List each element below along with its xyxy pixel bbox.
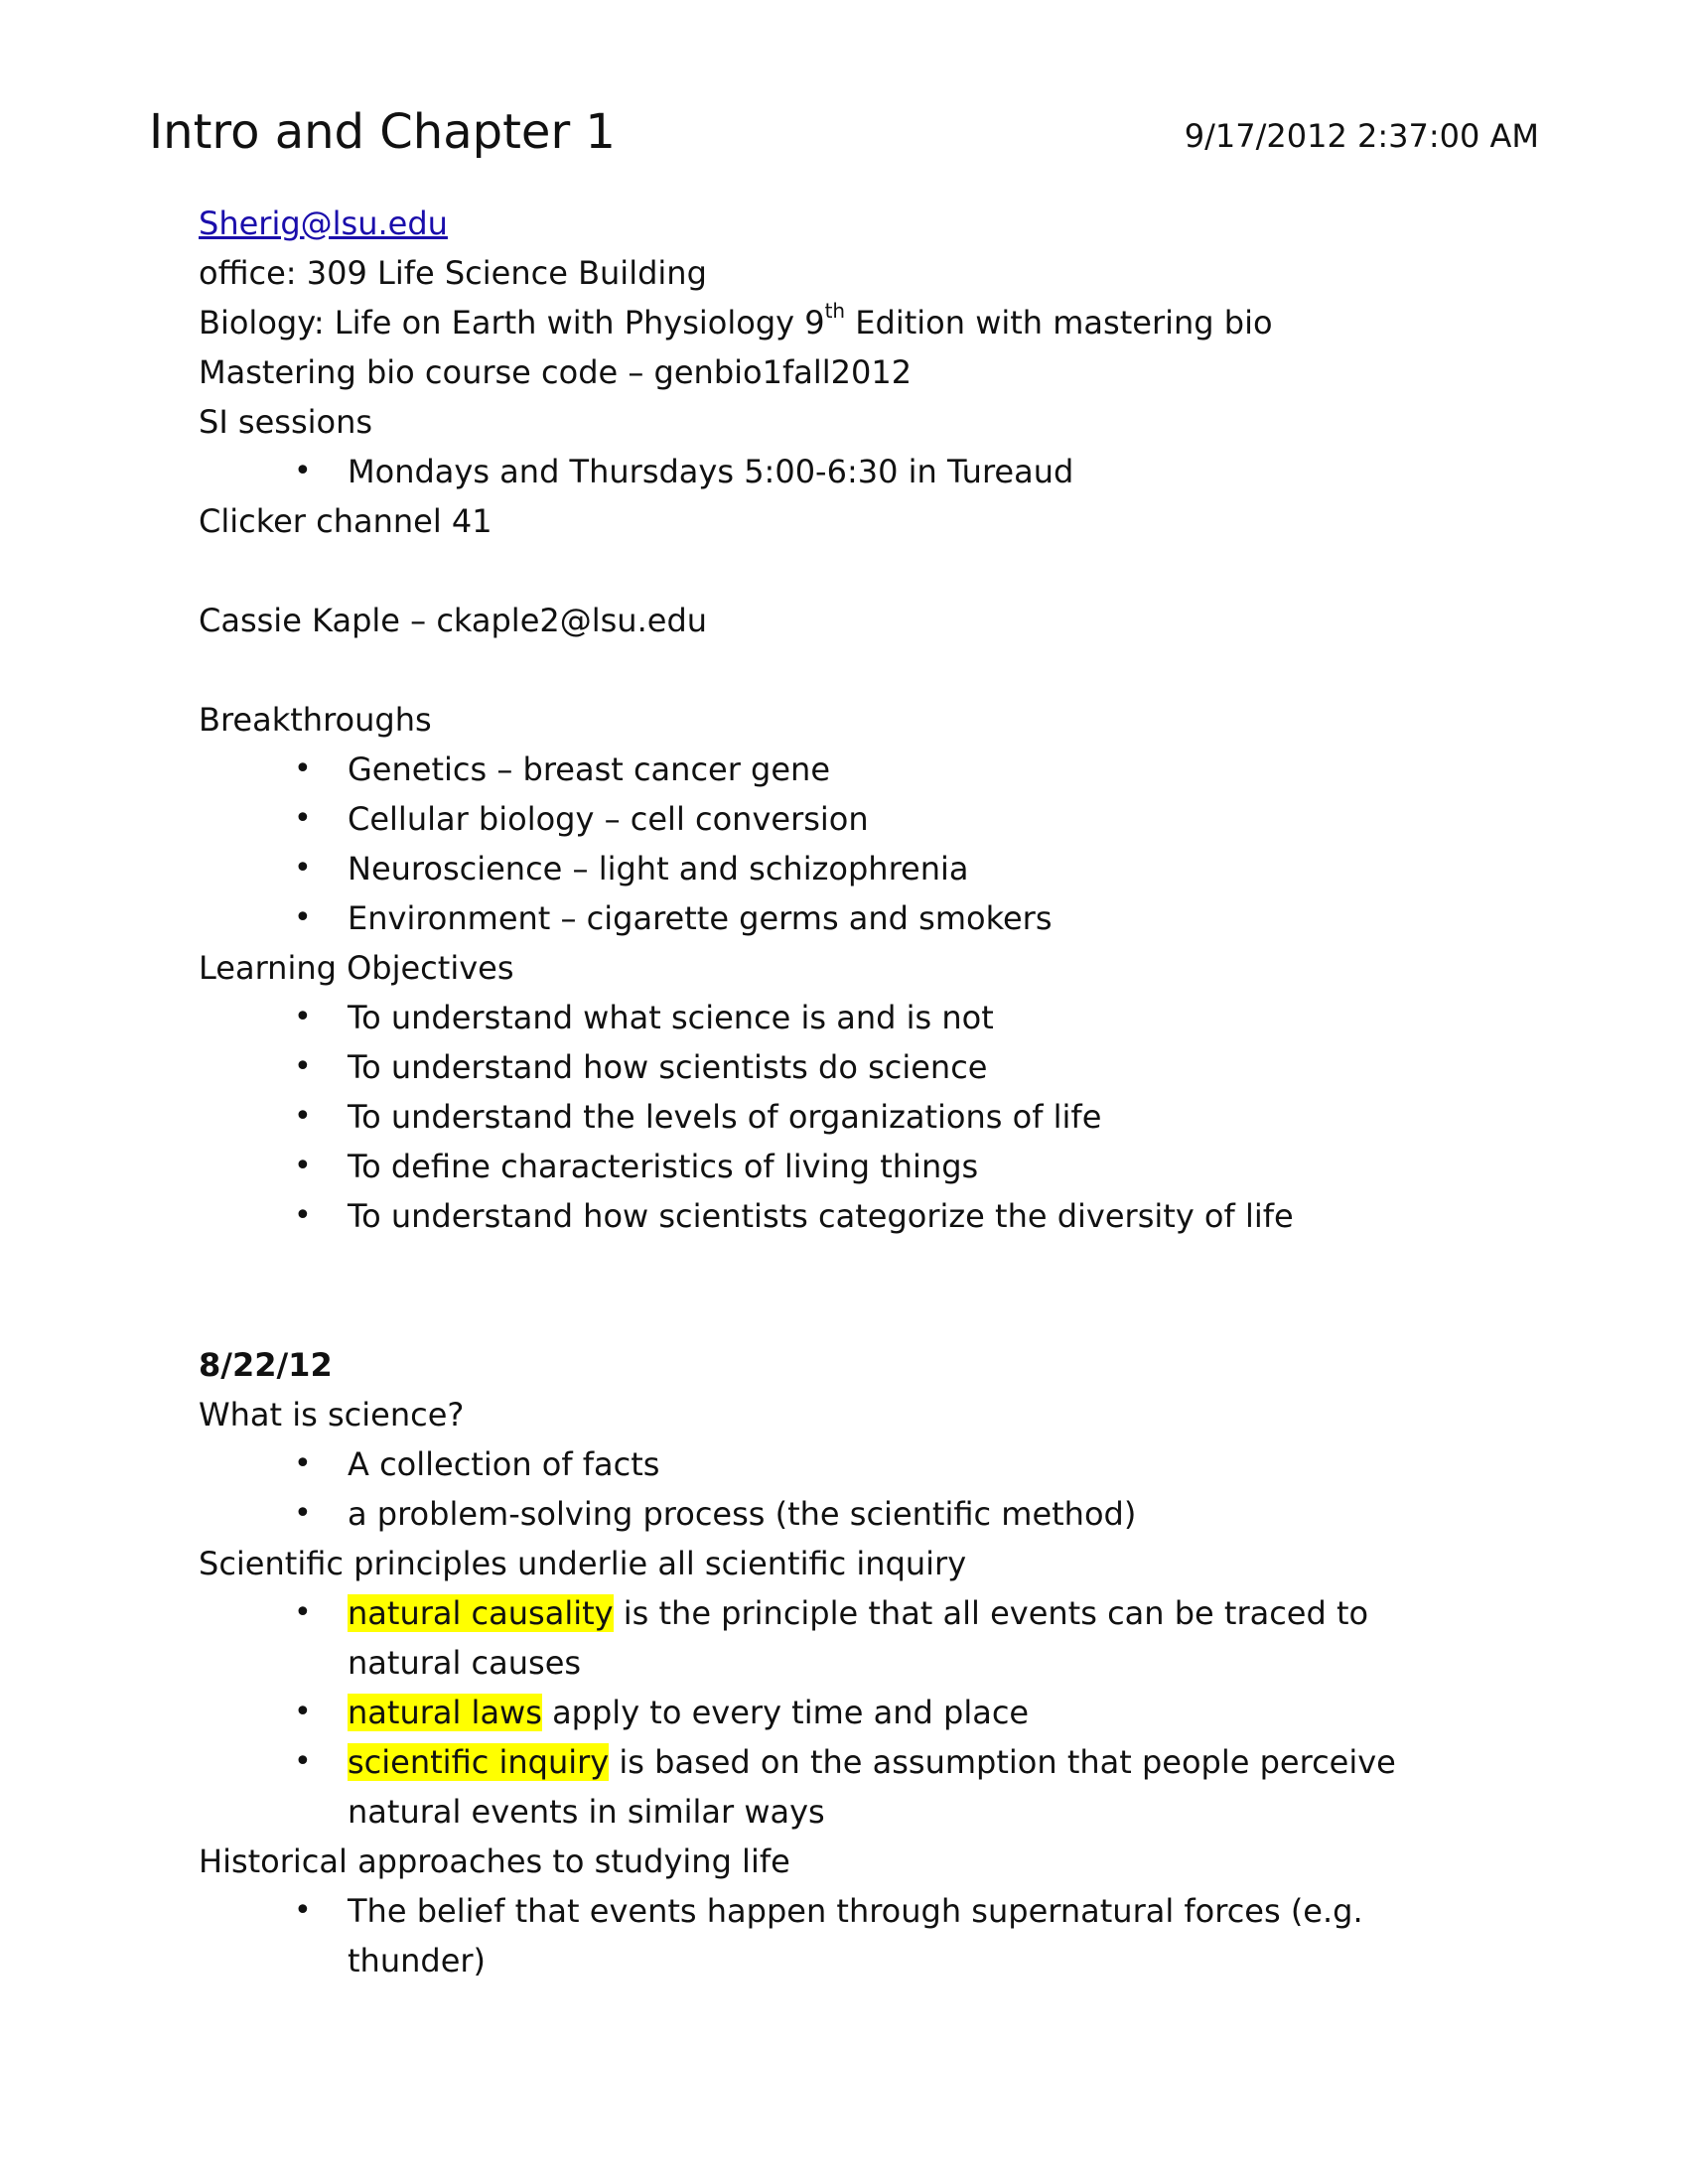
list-item-text: To understand how scientists categorize the diversity of life bbox=[348, 1197, 1294, 1235]
list-item bbox=[199, 893, 1489, 943]
list-item-text: Environment – cigarette germs and smokers bbox=[348, 899, 1053, 937]
list-item-text: To define characteristics of living things bbox=[348, 1148, 979, 1185]
session-date: 8/22/12 bbox=[199, 1346, 333, 1384]
bullet-icon: • bbox=[294, 1000, 312, 1034]
bullet-icon: • bbox=[294, 1695, 312, 1729]
highlighted-term: scientific inquiry bbox=[348, 1743, 610, 1781]
page-header bbox=[149, 97, 1539, 167]
list-item-text: Genetics – breast cancer gene bbox=[348, 751, 831, 788]
bullet-icon: • bbox=[294, 1149, 312, 1183]
list-item bbox=[199, 1886, 1489, 1985]
list-item-text: The belief that events happen through supernatural forces (e.g. thunder) bbox=[348, 1892, 1363, 1979]
ta-line: Cassie Kaple – ckaple2@lsu.edu bbox=[199, 602, 708, 639]
list-item bbox=[199, 1688, 1489, 1737]
spacer bbox=[199, 1241, 1489, 1340]
list-item-text: To understand the levels of organizations of life bbox=[348, 1098, 1102, 1136]
si-sessions-label: SI sessions bbox=[199, 403, 373, 441]
list-item bbox=[199, 1042, 1489, 1092]
bullet-icon: • bbox=[294, 1099, 312, 1134]
historical-label: Historical approaches to studying life bbox=[199, 1843, 790, 1880]
list-item-text: A collection of facts bbox=[348, 1445, 660, 1483]
list-item bbox=[199, 1737, 1489, 1837]
breakthroughs-label: Breakthroughs bbox=[199, 701, 432, 739]
textbook-line bbox=[199, 298, 1489, 347]
list-item bbox=[199, 1489, 1489, 1539]
si-sessions-list bbox=[199, 447, 1489, 496]
clicker-line: Clicker channel 41 bbox=[199, 502, 492, 540]
bullet-icon: • bbox=[294, 1446, 312, 1481]
list-item bbox=[199, 1092, 1489, 1142]
list-item bbox=[199, 1142, 1489, 1191]
list-item bbox=[199, 745, 1489, 794]
historical-list bbox=[199, 1886, 1489, 1985]
list-item bbox=[199, 1191, 1489, 1241]
bullet-icon: • bbox=[294, 1198, 312, 1233]
list-item-text: a problem-solving process (the scientific method) bbox=[348, 1495, 1137, 1533]
office-line: office: 309 Life Science Building bbox=[199, 254, 707, 292]
list-item bbox=[199, 1588, 1489, 1688]
principles-list bbox=[199, 1588, 1489, 1837]
list-item-text: is the principle that all events can be traced to natural causes bbox=[348, 1594, 1369, 1682]
list-item bbox=[199, 844, 1489, 893]
spacer bbox=[199, 645, 1489, 695]
bullet-icon: • bbox=[294, 1744, 312, 1779]
highlighted-term: natural causality bbox=[348, 1594, 614, 1632]
timestamp: 9/17/2012 2:37:00 AM bbox=[1184, 117, 1539, 155]
breakthroughs-list bbox=[199, 745, 1489, 943]
highlighted-term: natural laws bbox=[348, 1694, 542, 1731]
science-question: What is science? bbox=[199, 1396, 465, 1433]
bullet-icon: • bbox=[294, 801, 312, 836]
bullet-icon: • bbox=[294, 1893, 312, 1928]
objectives-label: Learning Objectives bbox=[199, 949, 514, 987]
bullet-icon: • bbox=[294, 1049, 312, 1084]
email-link[interactable]: Sherig@lsu.edu bbox=[199, 205, 448, 242]
bullet-icon: • bbox=[294, 851, 312, 886]
bullet-icon: • bbox=[294, 751, 312, 786]
list-item bbox=[199, 1439, 1489, 1489]
list-item-text: To understand how scientists do science bbox=[348, 1048, 988, 1086]
list-item-text: Cellular biology – cell conversion bbox=[348, 800, 869, 838]
list-item-text: Mondays and Thursdays 5:00-6:30 in Tureaud bbox=[348, 453, 1074, 490]
bullet-icon: • bbox=[294, 454, 312, 488]
textbook-sup: th bbox=[824, 299, 846, 324]
list-item bbox=[199, 447, 1489, 496]
course-code-line: Mastering bio course code – genbio1fall2012 bbox=[199, 353, 913, 391]
list-item-text: apply to every time and place bbox=[541, 1694, 1030, 1731]
textbook-suffix: Edition with mastering bio bbox=[845, 304, 1273, 341]
bullet-icon: • bbox=[294, 900, 312, 935]
list-item-text: Neuroscience – light and schizophrenia bbox=[348, 850, 969, 887]
objectives-list bbox=[199, 993, 1489, 1241]
list-item-text: To understand what science is and is not bbox=[348, 999, 994, 1036]
list-item bbox=[199, 993, 1489, 1042]
list-item-text: is based on the assumption that people perceive natural events in similar ways bbox=[348, 1743, 1396, 1831]
email-line bbox=[199, 199, 1489, 248]
page-title: Intro and Chapter 1 bbox=[149, 104, 616, 160]
principles-label: Scientific principles underlie all scientific inquiry bbox=[199, 1545, 967, 1582]
bullet-icon: • bbox=[294, 1595, 312, 1630]
science-list bbox=[199, 1439, 1489, 1539]
bullet-icon: • bbox=[294, 1496, 312, 1531]
textbook-prefix: Biology: Life on Earth with Physiology 9 bbox=[199, 304, 825, 341]
list-item bbox=[199, 794, 1489, 844]
notes-body bbox=[199, 199, 1489, 1985]
spacer bbox=[199, 546, 1489, 596]
